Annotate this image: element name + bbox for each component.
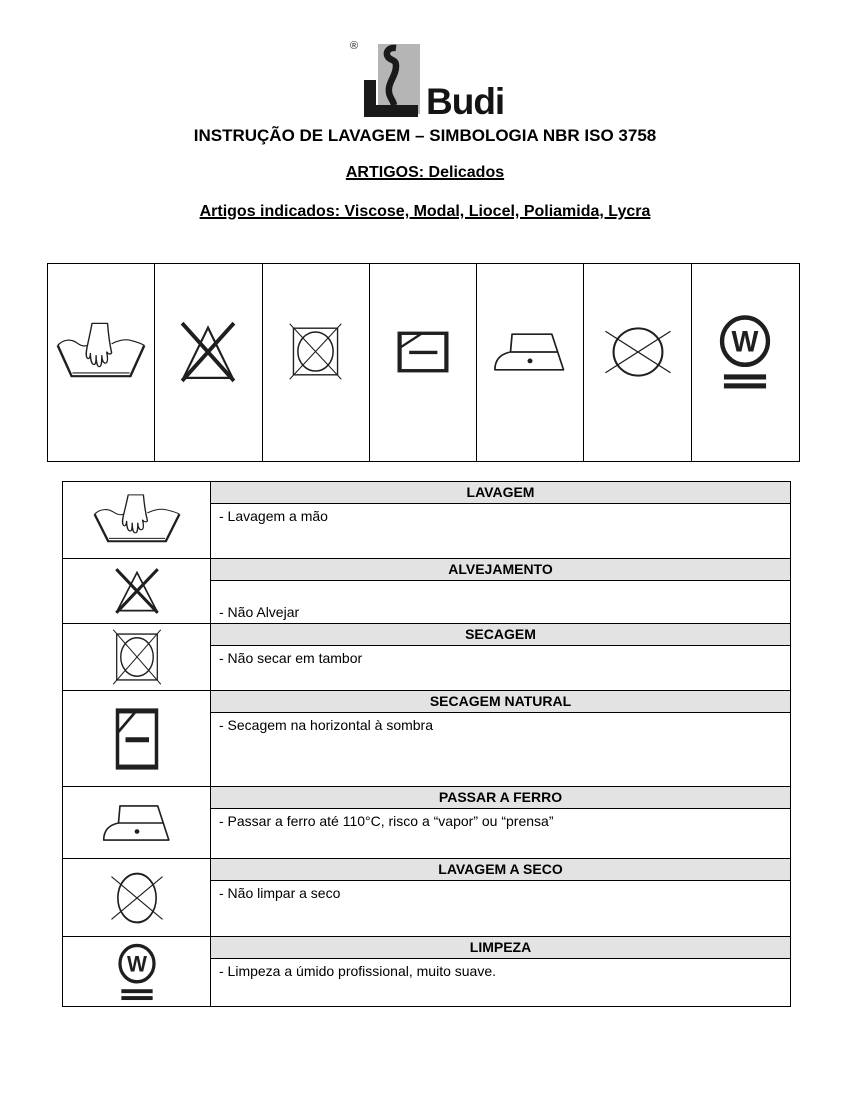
iron-max-110-icon [63, 787, 211, 858]
do-not-tumble-dry-icon [263, 264, 370, 461]
section-description: - Não Alvejar [219, 604, 300, 620]
do-not-bleach-icon [155, 264, 262, 461]
do-not-dry-clean-icon [584, 264, 691, 461]
articles-indicated-line: Artigos indicados: Viscose, Modal, Liocel, Poliamida, Lycra [199, 203, 651, 220]
table-row-lavagem [63, 482, 790, 559]
iron-max-110-icon [477, 264, 584, 461]
professional-wet-clean-icon [692, 264, 799, 461]
section-header: SECAGEM NATURAL [211, 691, 790, 713]
section-header: SECAGEM [211, 624, 790, 646]
table-row-secagem [63, 624, 790, 691]
table-row-secagem-natural [63, 691, 790, 787]
do-not-bleach-icon [63, 559, 211, 623]
hand-wash-icon [48, 264, 155, 461]
articles-heading: ARTIGOS: Delicados [345, 164, 505, 181]
table-row-limpeza [63, 937, 790, 1006]
section-description: - Não limpar a seco [219, 885, 341, 901]
do-not-tumble-dry-icon [63, 624, 211, 690]
table-row-alvejamento [63, 559, 790, 624]
brand-logo [348, 40, 528, 120]
care-table [62, 481, 791, 1007]
do-not-dry-clean-icon [63, 859, 211, 936]
symbol-strip [47, 263, 800, 462]
section-header: LAVAGEM A SECO [211, 859, 790, 881]
professional-wet-clean-icon [63, 937, 211, 1006]
section-description: - Passar a ferro até 110°C, risco a “vapor” ou “prensa” [219, 813, 554, 829]
table-row-lavagem-a-seco [63, 859, 790, 937]
section-header: LAVAGEM [211, 482, 790, 504]
section-header: ALVEJAMENTO [211, 559, 790, 581]
section-description: - Limpeza a úmido profissional, muito suave. [219, 963, 497, 979]
dry-flat-in-shade-icon [370, 264, 477, 461]
table-row-passar-a-ferro [63, 787, 790, 859]
page-title: INSTRUÇÃO DE LAVAGEM – SIMBOLOGIA NBR ISO 3758 [193, 126, 657, 145]
section-header: LIMPEZA [211, 937, 790, 959]
section-description: - Não secar em tambor [219, 650, 363, 666]
budi-logo-icon [363, 44, 421, 118]
section-description: - Secagem na horizontal à sombra [219, 717, 433, 733]
section-header: PASSAR A FERRO [211, 787, 790, 809]
brand-name: Budi [426, 81, 505, 122]
section-description: - Lavagem a mão [219, 508, 328, 524]
registered-trademark: ® [350, 40, 359, 52]
dry-flat-in-shade-icon [63, 691, 211, 786]
hand-wash-icon [63, 482, 211, 558]
